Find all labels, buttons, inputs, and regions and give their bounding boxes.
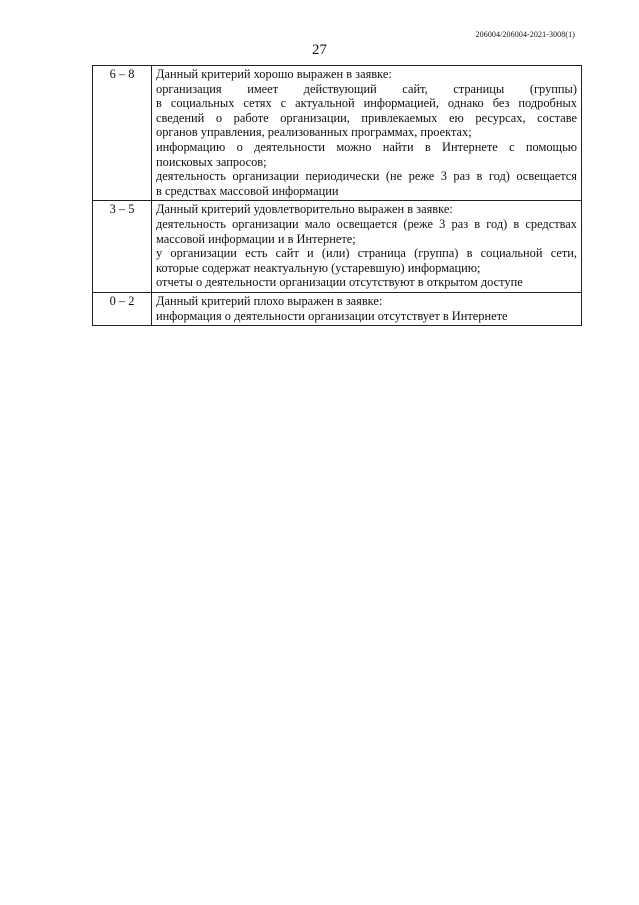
- criterion-description: [152, 292, 582, 325]
- description-line: массовой информации и в Интернете;: [156, 231, 356, 246]
- score-range: 3 – 5: [93, 201, 152, 293]
- description-line: Данный критерий удовлетворительно выражен в заявке:: [156, 202, 453, 217]
- description-line: организация имеет действующий сайт, страницы (группы): [156, 81, 577, 96]
- page-number: 27: [312, 42, 327, 58]
- description-line: Данный критерий плохо выражен в заявке:: [156, 293, 383, 308]
- description-line: в средствах массовой информации: [156, 183, 339, 198]
- description-line: сведений о работе организации, привлекаемых ею ресурсах, составе: [156, 110, 577, 125]
- description-line: у организации есть сайт и (или) страница (группа) в социальной сети,: [156, 246, 577, 261]
- score-range: 6 – 8: [93, 66, 152, 201]
- description-line: деятельность организации мало освещается (реже 3 раз в год) в средствах: [156, 216, 577, 231]
- description-line: деятельность организации периодически (не реже 3 раз в год) освещается: [156, 169, 577, 184]
- score-range: 0 – 2: [93, 292, 152, 325]
- description-line: отчеты о деятельности организации отсутствуют в открытом доступе: [156, 275, 523, 290]
- criteria-table: [92, 65, 582, 326]
- description-line: Данный критерий хорошо выражен в заявке:: [156, 67, 392, 81]
- description-line: информацию о деятельности можно найти в Интернете с помощью: [156, 139, 577, 154]
- description-line: в социальных сетях с актуальной информацией, однако без подробных: [156, 96, 577, 111]
- description-line: которые содержат неактуальную (устаревшую) информацию;: [156, 260, 481, 275]
- description-line: поисковых запросов;: [156, 154, 267, 169]
- criterion-description: [152, 66, 582, 201]
- table-row: [93, 201, 582, 293]
- document-id: 206004/206004-2021-3008(1): [475, 30, 575, 39]
- description-line: информация о деятельности организации отсутствует в Интернете: [156, 308, 508, 323]
- table-row: [93, 292, 582, 325]
- criterion-description: [152, 201, 582, 293]
- description-line: органов управления, реализованных программах, проектах;: [156, 125, 472, 140]
- criteria-table-body: [93, 66, 582, 326]
- table-row: [93, 66, 582, 201]
